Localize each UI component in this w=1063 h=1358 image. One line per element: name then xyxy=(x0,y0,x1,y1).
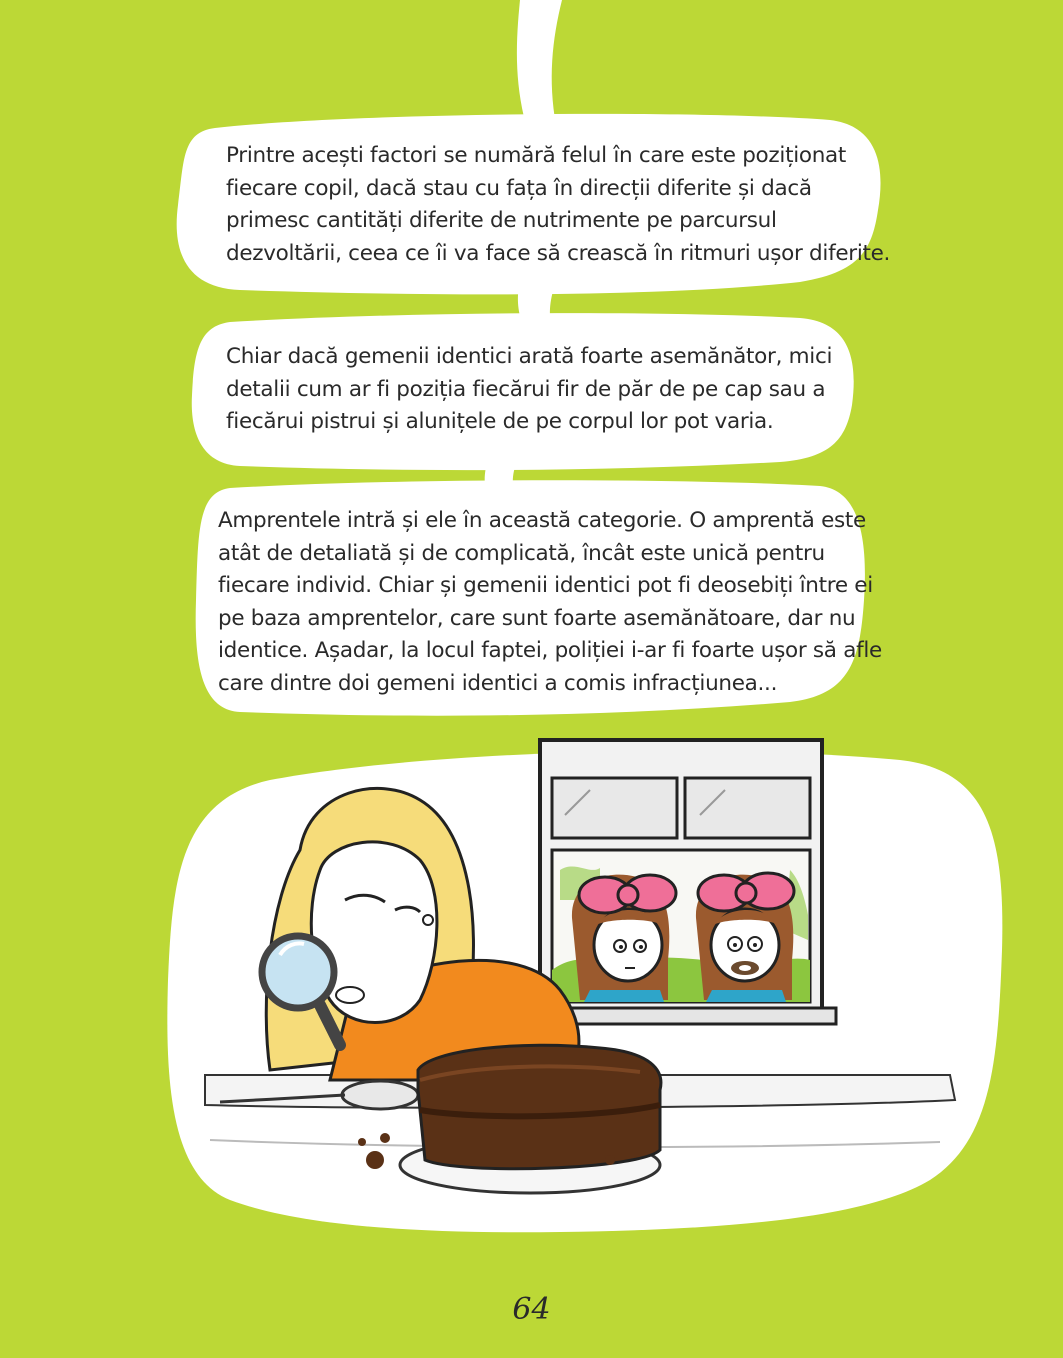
paragraph-2-line: detalii cum ar fi poziția fiecărui fir de păr de pe cap sau a xyxy=(226,376,826,402)
paragraph-2-line: fiecărui pistrui și alunițele de pe corpul lor pot varia. xyxy=(226,409,774,435)
paragraph-2 xyxy=(226,341,832,439)
paragraph-3-line: fiecare individ. Chiar și gemenii identici pot fi deosebiți între ei xyxy=(218,573,873,599)
bubble-connector-top xyxy=(517,0,562,125)
twin-left xyxy=(572,875,676,1002)
paragraph-3-line: care dintre doi gemeni identici a comis infracțiunea... xyxy=(218,670,778,696)
paragraph-1 xyxy=(226,140,890,270)
paragraph-3-line: Amprentele intră și ele în această categorie. O amprentă este xyxy=(218,508,866,533)
paragraph-3-line: atât de detaliată și de complicată, încât este unică pentru xyxy=(218,540,825,566)
paragraph-3-line: identice. Așadar, la locul faptei, poliției i-ar fi foarte ușor să afle xyxy=(218,638,882,664)
paragraph-3 xyxy=(218,505,882,701)
paragraph-1-line: Printre acești factori se numără felul în care este poziționat xyxy=(226,143,847,168)
twin-right xyxy=(696,873,794,1002)
page-number: 64 xyxy=(512,1292,551,1327)
paragraph-1-line: fiecare copil, dacă stau cu fața în direcții diferite și dacă xyxy=(226,175,812,201)
paragraph-1-line: dezvoltării, ceea ce îi va face să crească în ritmuri ușor diferite. xyxy=(226,240,891,266)
paragraph-2-line: Chiar dacă gemenii identici arată foarte asemănător, mici xyxy=(226,344,833,369)
paragraph-3-line: pe baza amprentelor, care sunt foarte asemănătoare, dar nu xyxy=(218,605,856,631)
paragraph-1-line: primesc cantități diferite de nutrimente pe parcursul xyxy=(226,208,777,234)
